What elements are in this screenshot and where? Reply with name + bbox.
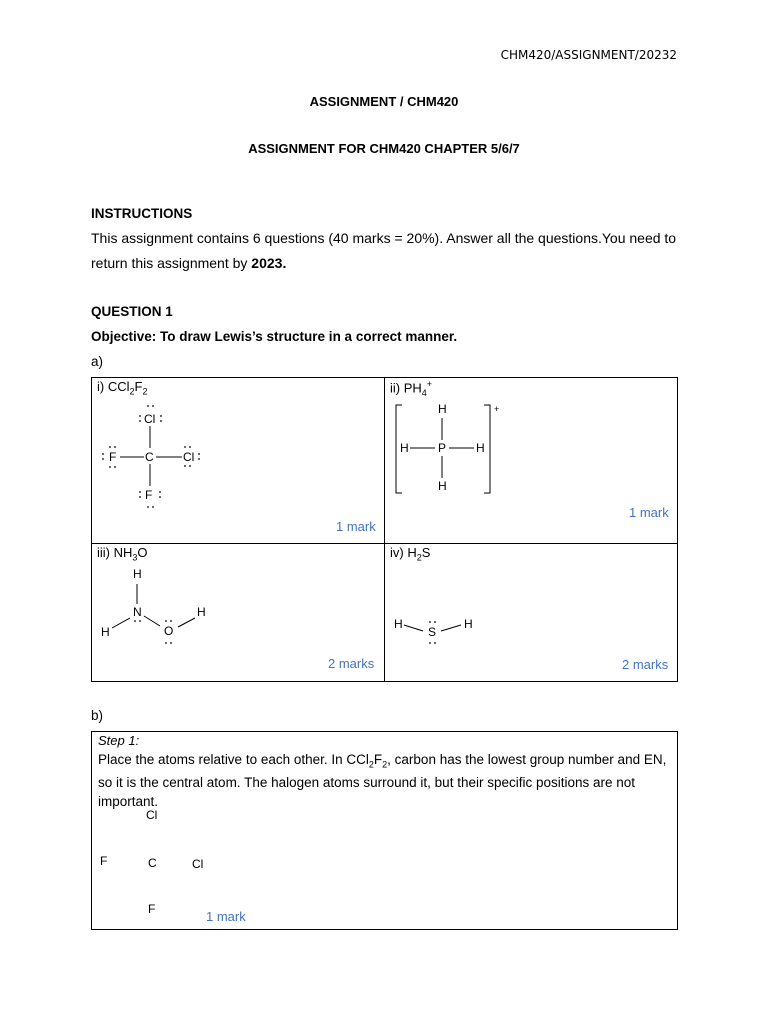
lewis-structures-table [91,377,678,682]
atom-f-left: F [109,450,117,464]
atom-h-left: H [394,617,403,631]
part-b-label: b) [91,708,104,723]
page-subtitle: ASSIGNMENT FOR CHM420 CHAPTER 5/6/7 [248,141,520,156]
mark-nh3o: 2 marks [328,656,375,671]
question1-objective: Objective: To draw Lewis’s structure in a correct manner. [91,329,458,344]
mark-h2s: 2 marks [622,657,669,672]
cell-h2s [385,544,678,682]
instructions-line-1: This assignment contains 6 questions (40 marks = 20%). Answer all the questions.You need to [91,230,677,246]
lone-pair-n [134,620,141,622]
atom-f-bottom: F [145,488,153,502]
ccl2f2-structure [92,378,385,543]
step1-atom-top: Cl [146,808,158,822]
step1-title: Step 1: [98,733,140,748]
atom-cl-top: Cl [144,412,156,426]
question1-heading: QUESTION 1 [91,304,173,319]
step1-atom-left: F [100,854,108,868]
h2s-structure [385,544,678,681]
atom-h-left: H [400,441,409,455]
atom-h-right: H [476,441,485,455]
atom-h-left: H [101,625,110,639]
atom-p: P [438,441,447,455]
step1-atom-bottom: F [148,902,156,916]
page-title: ASSIGNMENT / CHM420 [309,94,459,109]
instructions-text [91,226,681,276]
step1-text: Place the atoms relative to each other. In $CCl_2F_2$, carbon has the lowest group number and EN, so it is the central atom. The halogen atoms surround it, but their specific positions are not important. [98,752,667,809]
nh3o-structure [92,544,385,681]
atom-h-right: H [197,605,206,619]
cell-label-nh3o: iii) $NH_3O$ [97,545,148,563]
cell-nh3o [92,544,385,682]
mark-ccl2f2: 1 mark [336,519,376,534]
atom-o: O [164,624,174,638]
cell-label-h2s: iv) $H_2S$ [390,545,431,563]
deadline-year: 2023. [251,255,287,271]
cell-ccl2f2 [92,378,385,544]
step1-mark: 1 mark [206,909,246,924]
atom-h-top: H [438,402,447,416]
part-a-label: a) [91,354,104,369]
atom-cl-right: Cl [183,450,195,464]
charge-plus: + [494,404,500,414]
document-code: CHM420/ASSIGNMENT/20232 [500,48,677,62]
step1-atom-center: C [148,856,157,870]
cell-label-ph4: ii) $PH_4^+$ [390,379,433,398]
step1-box [91,731,678,930]
instructions-line-2: return this assignment by [91,255,252,271]
step1-atom-right: Cl [192,857,204,871]
ph4-structure [385,378,678,543]
cell-ph4 [385,378,678,544]
atom-n: N [133,605,142,619]
atom-h-bottom: H [438,479,447,493]
cell-label-ccl2f2: i) $CCl_2F_2$ [97,379,148,397]
atom-h-right: H [464,617,473,631]
instructions-heading: INSTRUCTIONS [91,206,193,221]
atom-c: C [145,450,154,464]
atom-s: S [428,625,437,639]
mark-ph4: 1 mark [629,505,669,520]
atom-h-top: H [133,567,142,581]
